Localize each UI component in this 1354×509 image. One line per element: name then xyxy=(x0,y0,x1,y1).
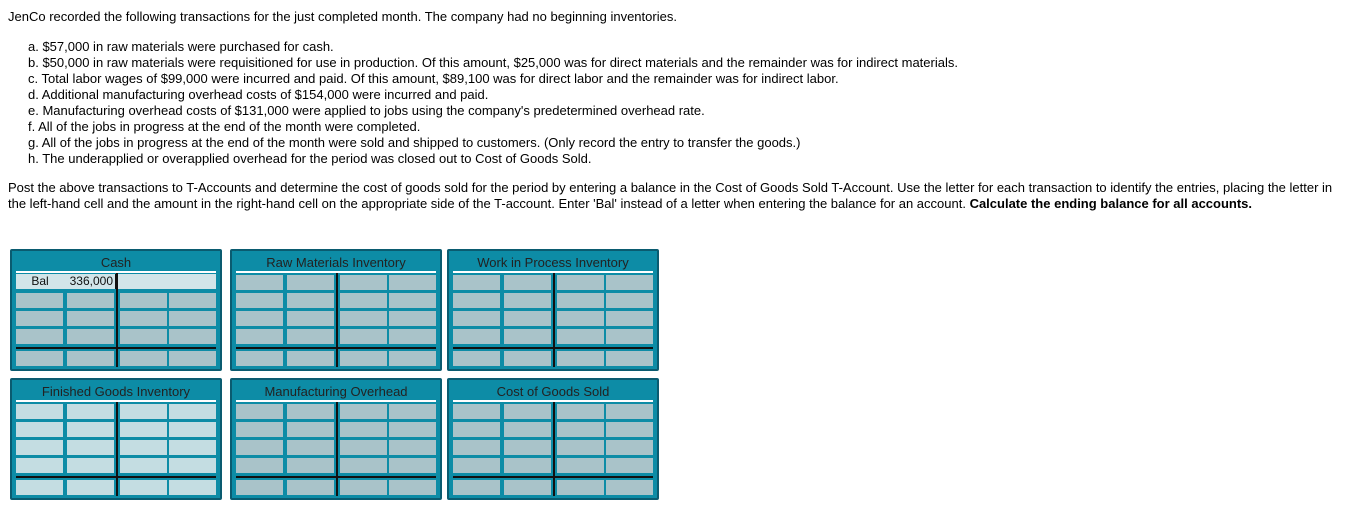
t-account-divider xyxy=(553,402,555,496)
cell[interactable] xyxy=(504,275,551,290)
t-account-manufacturing-overhead xyxy=(230,378,442,500)
cell[interactable] xyxy=(236,351,283,366)
cell[interactable] xyxy=(120,311,167,326)
cell[interactable] xyxy=(287,293,334,308)
cell[interactable] xyxy=(504,440,551,455)
cell[interactable] xyxy=(67,329,114,344)
cell[interactable] xyxy=(287,458,334,473)
t-account-raw-materials xyxy=(230,249,442,371)
cell[interactable] xyxy=(504,404,551,419)
transaction-g: g. All of the jobs in progress at the end of the month were sold and shipped to customers. (Only record the entry to transfer the goods.) xyxy=(28,135,801,150)
transaction-b: b. $50,000 in raw materials were requisitioned for use in production. Of this amount, $25,000 was for direct materials and the remainder was for indirect materials. xyxy=(28,55,958,70)
cell[interactable] xyxy=(120,351,167,366)
cell[interactable] xyxy=(340,329,387,344)
transaction-d: d. Additional manufacturing overhead costs of $154,000 were incurred and paid. xyxy=(28,87,489,102)
cell[interactable] xyxy=(504,458,551,473)
cell[interactable] xyxy=(16,351,63,366)
instructions-text: Post the above transactions to T-Accounts and determine the cost of goods sold for the period by entering a balance in the Cost of Goods Sold T-Account. Use the letter for each transaction to identify the entries, placing the letter in the left-hand cell and the amount in the right-hand cell on the appropriate side of the T-account. Enter 'Bal' instead of a letter when entering the balance for an account. xyxy=(8,180,1333,211)
cell[interactable] xyxy=(557,458,604,473)
transaction-a: a. $57,000 in raw materials were purchased for cash. xyxy=(28,39,334,54)
t-account-divider xyxy=(336,273,338,367)
cell[interactable] xyxy=(287,480,334,495)
t-account-body xyxy=(236,271,436,365)
cell[interactable] xyxy=(120,480,167,495)
cell[interactable] xyxy=(557,422,604,437)
cell[interactable] xyxy=(16,440,63,455)
cell[interactable] xyxy=(606,329,653,344)
cell[interactable] xyxy=(169,351,216,366)
cell[interactable] xyxy=(120,329,167,344)
cell[interactable] xyxy=(67,311,114,326)
transaction-c: c. Total labor wages of $99,000 were incurred and paid. Of this amount, $89,100 was for direct labor and the remainder was for indirect labor. xyxy=(28,71,839,86)
cell[interactable] xyxy=(504,311,551,326)
cell[interactable] xyxy=(67,404,114,419)
cell[interactable] xyxy=(504,480,551,495)
t-account-total-line xyxy=(16,476,216,478)
cell[interactable] xyxy=(120,293,167,308)
cell[interactable] xyxy=(287,275,334,290)
cell[interactable] xyxy=(453,404,500,419)
cell[interactable] xyxy=(236,311,283,326)
cell[interactable] xyxy=(120,440,167,455)
t-account-cash xyxy=(10,249,222,371)
cell[interactable] xyxy=(120,404,167,419)
cell[interactable] xyxy=(16,311,63,326)
t-account-body xyxy=(453,400,653,494)
cell[interactable] xyxy=(557,404,604,419)
cell[interactable] xyxy=(606,293,653,308)
cell[interactable] xyxy=(169,404,216,419)
cell[interactable] xyxy=(16,422,63,437)
cell[interactable] xyxy=(557,440,604,455)
t-account-title: Cost of Goods Sold xyxy=(496,384,610,399)
t-account-total-line xyxy=(453,476,653,478)
cell[interactable] xyxy=(453,422,500,437)
cell[interactable] xyxy=(389,275,436,290)
cell[interactable] xyxy=(287,422,334,437)
t-account-title: Cash xyxy=(100,255,132,270)
cell[interactable] xyxy=(236,404,283,419)
t-account-divider xyxy=(553,273,555,367)
cell[interactable] xyxy=(236,440,283,455)
cell[interactable] xyxy=(287,329,334,344)
cash-credit-row-1[interactable] xyxy=(118,274,216,289)
cell[interactable] xyxy=(453,440,500,455)
t-account-title: Finished Goods Inventory xyxy=(41,384,191,399)
cell[interactable] xyxy=(16,404,63,419)
t-account-divider xyxy=(116,402,118,496)
t-account-total-line xyxy=(453,347,653,349)
cell[interactable] xyxy=(557,351,604,366)
cash-debit-bal-label[interactable]: Bal xyxy=(16,274,64,289)
cell[interactable] xyxy=(236,293,283,308)
cell[interactable] xyxy=(557,329,604,344)
cell[interactable] xyxy=(557,275,604,290)
cell[interactable] xyxy=(389,351,436,366)
cell[interactable] xyxy=(606,422,653,437)
t-account-total-line xyxy=(236,476,436,478)
cell[interactable] xyxy=(453,480,500,495)
cell[interactable] xyxy=(236,458,283,473)
t-account-body xyxy=(16,271,216,365)
cell[interactable] xyxy=(169,311,216,326)
cell[interactable] xyxy=(453,293,500,308)
instructions-bold: Calculate the ending balance for all accounts. xyxy=(969,196,1253,211)
cell[interactable] xyxy=(453,351,500,366)
cell[interactable] xyxy=(340,422,387,437)
cell[interactable] xyxy=(389,293,436,308)
cell[interactable] xyxy=(340,458,387,473)
cell[interactable] xyxy=(287,311,334,326)
cell[interactable] xyxy=(453,311,500,326)
transaction-e: e. Manufacturing overhead costs of $131,000 were applied to jobs using the company's predetermined overhead rate. xyxy=(28,103,705,118)
cell[interactable] xyxy=(16,480,63,495)
cell[interactable] xyxy=(169,440,216,455)
cell[interactable] xyxy=(169,458,216,473)
cell[interactable] xyxy=(606,351,653,366)
cell[interactable] xyxy=(287,404,334,419)
cell[interactable] xyxy=(169,293,216,308)
cell[interactable] xyxy=(120,458,167,473)
cell[interactable] xyxy=(67,293,114,308)
t-account-title: Raw Materials Inventory xyxy=(266,255,406,270)
transaction-f: f. All of the jobs in progress at the end of the month were completed. xyxy=(28,119,421,134)
cell[interactable] xyxy=(67,440,114,455)
cell[interactable] xyxy=(236,329,283,344)
cell[interactable] xyxy=(557,480,604,495)
cell[interactable] xyxy=(504,351,551,366)
cell[interactable] xyxy=(169,422,216,437)
cell[interactable] xyxy=(340,293,387,308)
cell[interactable] xyxy=(67,422,114,437)
cell[interactable] xyxy=(120,422,167,437)
cell[interactable] xyxy=(287,440,334,455)
t-account-title: Work in Process Inventory xyxy=(477,255,629,270)
cell[interactable] xyxy=(504,329,551,344)
cell[interactable] xyxy=(16,329,63,344)
cash-debit-bal-amount[interactable]: 336,000 xyxy=(64,274,116,289)
cell[interactable] xyxy=(389,422,436,437)
cell[interactable] xyxy=(389,480,436,495)
cell[interactable] xyxy=(606,458,653,473)
cell[interactable] xyxy=(67,458,114,473)
t-account-body xyxy=(16,400,216,494)
cell[interactable] xyxy=(389,404,436,419)
cell[interactable] xyxy=(169,329,216,344)
cell[interactable] xyxy=(340,440,387,455)
cell[interactable] xyxy=(389,458,436,473)
t-account-title: Manufacturing Overhead xyxy=(264,384,408,399)
cell[interactable] xyxy=(287,351,334,366)
instructions xyxy=(8,180,1352,212)
cell[interactable] xyxy=(67,480,114,495)
cell[interactable] xyxy=(453,329,500,344)
t-account-body xyxy=(453,271,653,365)
t-account-finished-goods xyxy=(10,378,222,500)
cell[interactable] xyxy=(340,311,387,326)
cell[interactable] xyxy=(389,440,436,455)
cell[interactable] xyxy=(16,458,63,473)
t-account-total-line xyxy=(16,347,216,349)
t-account-work-in-process xyxy=(447,249,659,371)
transaction-h: h. The underapplied or overapplied overhead for the period was closed out to Cost of Goods Sold. xyxy=(28,151,592,166)
cell[interactable] xyxy=(606,311,653,326)
cell[interactable] xyxy=(236,480,283,495)
cell[interactable] xyxy=(606,404,653,419)
transaction-list xyxy=(28,39,958,167)
cell[interactable] xyxy=(389,311,436,326)
cell[interactable] xyxy=(557,293,604,308)
t-account-divider xyxy=(116,273,118,367)
cell[interactable] xyxy=(340,480,387,495)
cell[interactable] xyxy=(504,422,551,437)
cell[interactable] xyxy=(236,422,283,437)
problem-intro: JenCo recorded the following transactions for the just completed month. The company had no beginning inventories. xyxy=(8,9,677,24)
cell[interactable] xyxy=(340,404,387,419)
t-account-cost-of-goods-sold xyxy=(447,378,659,500)
cell[interactable] xyxy=(340,351,387,366)
cell[interactable] xyxy=(169,480,216,495)
cell[interactable] xyxy=(453,275,500,290)
cell[interactable] xyxy=(504,293,551,308)
cell[interactable] xyxy=(606,440,653,455)
cell[interactable] xyxy=(67,351,114,366)
cell[interactable] xyxy=(340,275,387,290)
t-account-divider xyxy=(336,402,338,496)
cell[interactable] xyxy=(453,458,500,473)
cell[interactable] xyxy=(557,311,604,326)
t-account-total-line xyxy=(236,347,436,349)
cell[interactable] xyxy=(236,275,283,290)
t-account-body xyxy=(236,400,436,494)
cell[interactable] xyxy=(606,275,653,290)
cell[interactable] xyxy=(389,329,436,344)
cell[interactable] xyxy=(606,480,653,495)
cell[interactable] xyxy=(16,293,63,308)
